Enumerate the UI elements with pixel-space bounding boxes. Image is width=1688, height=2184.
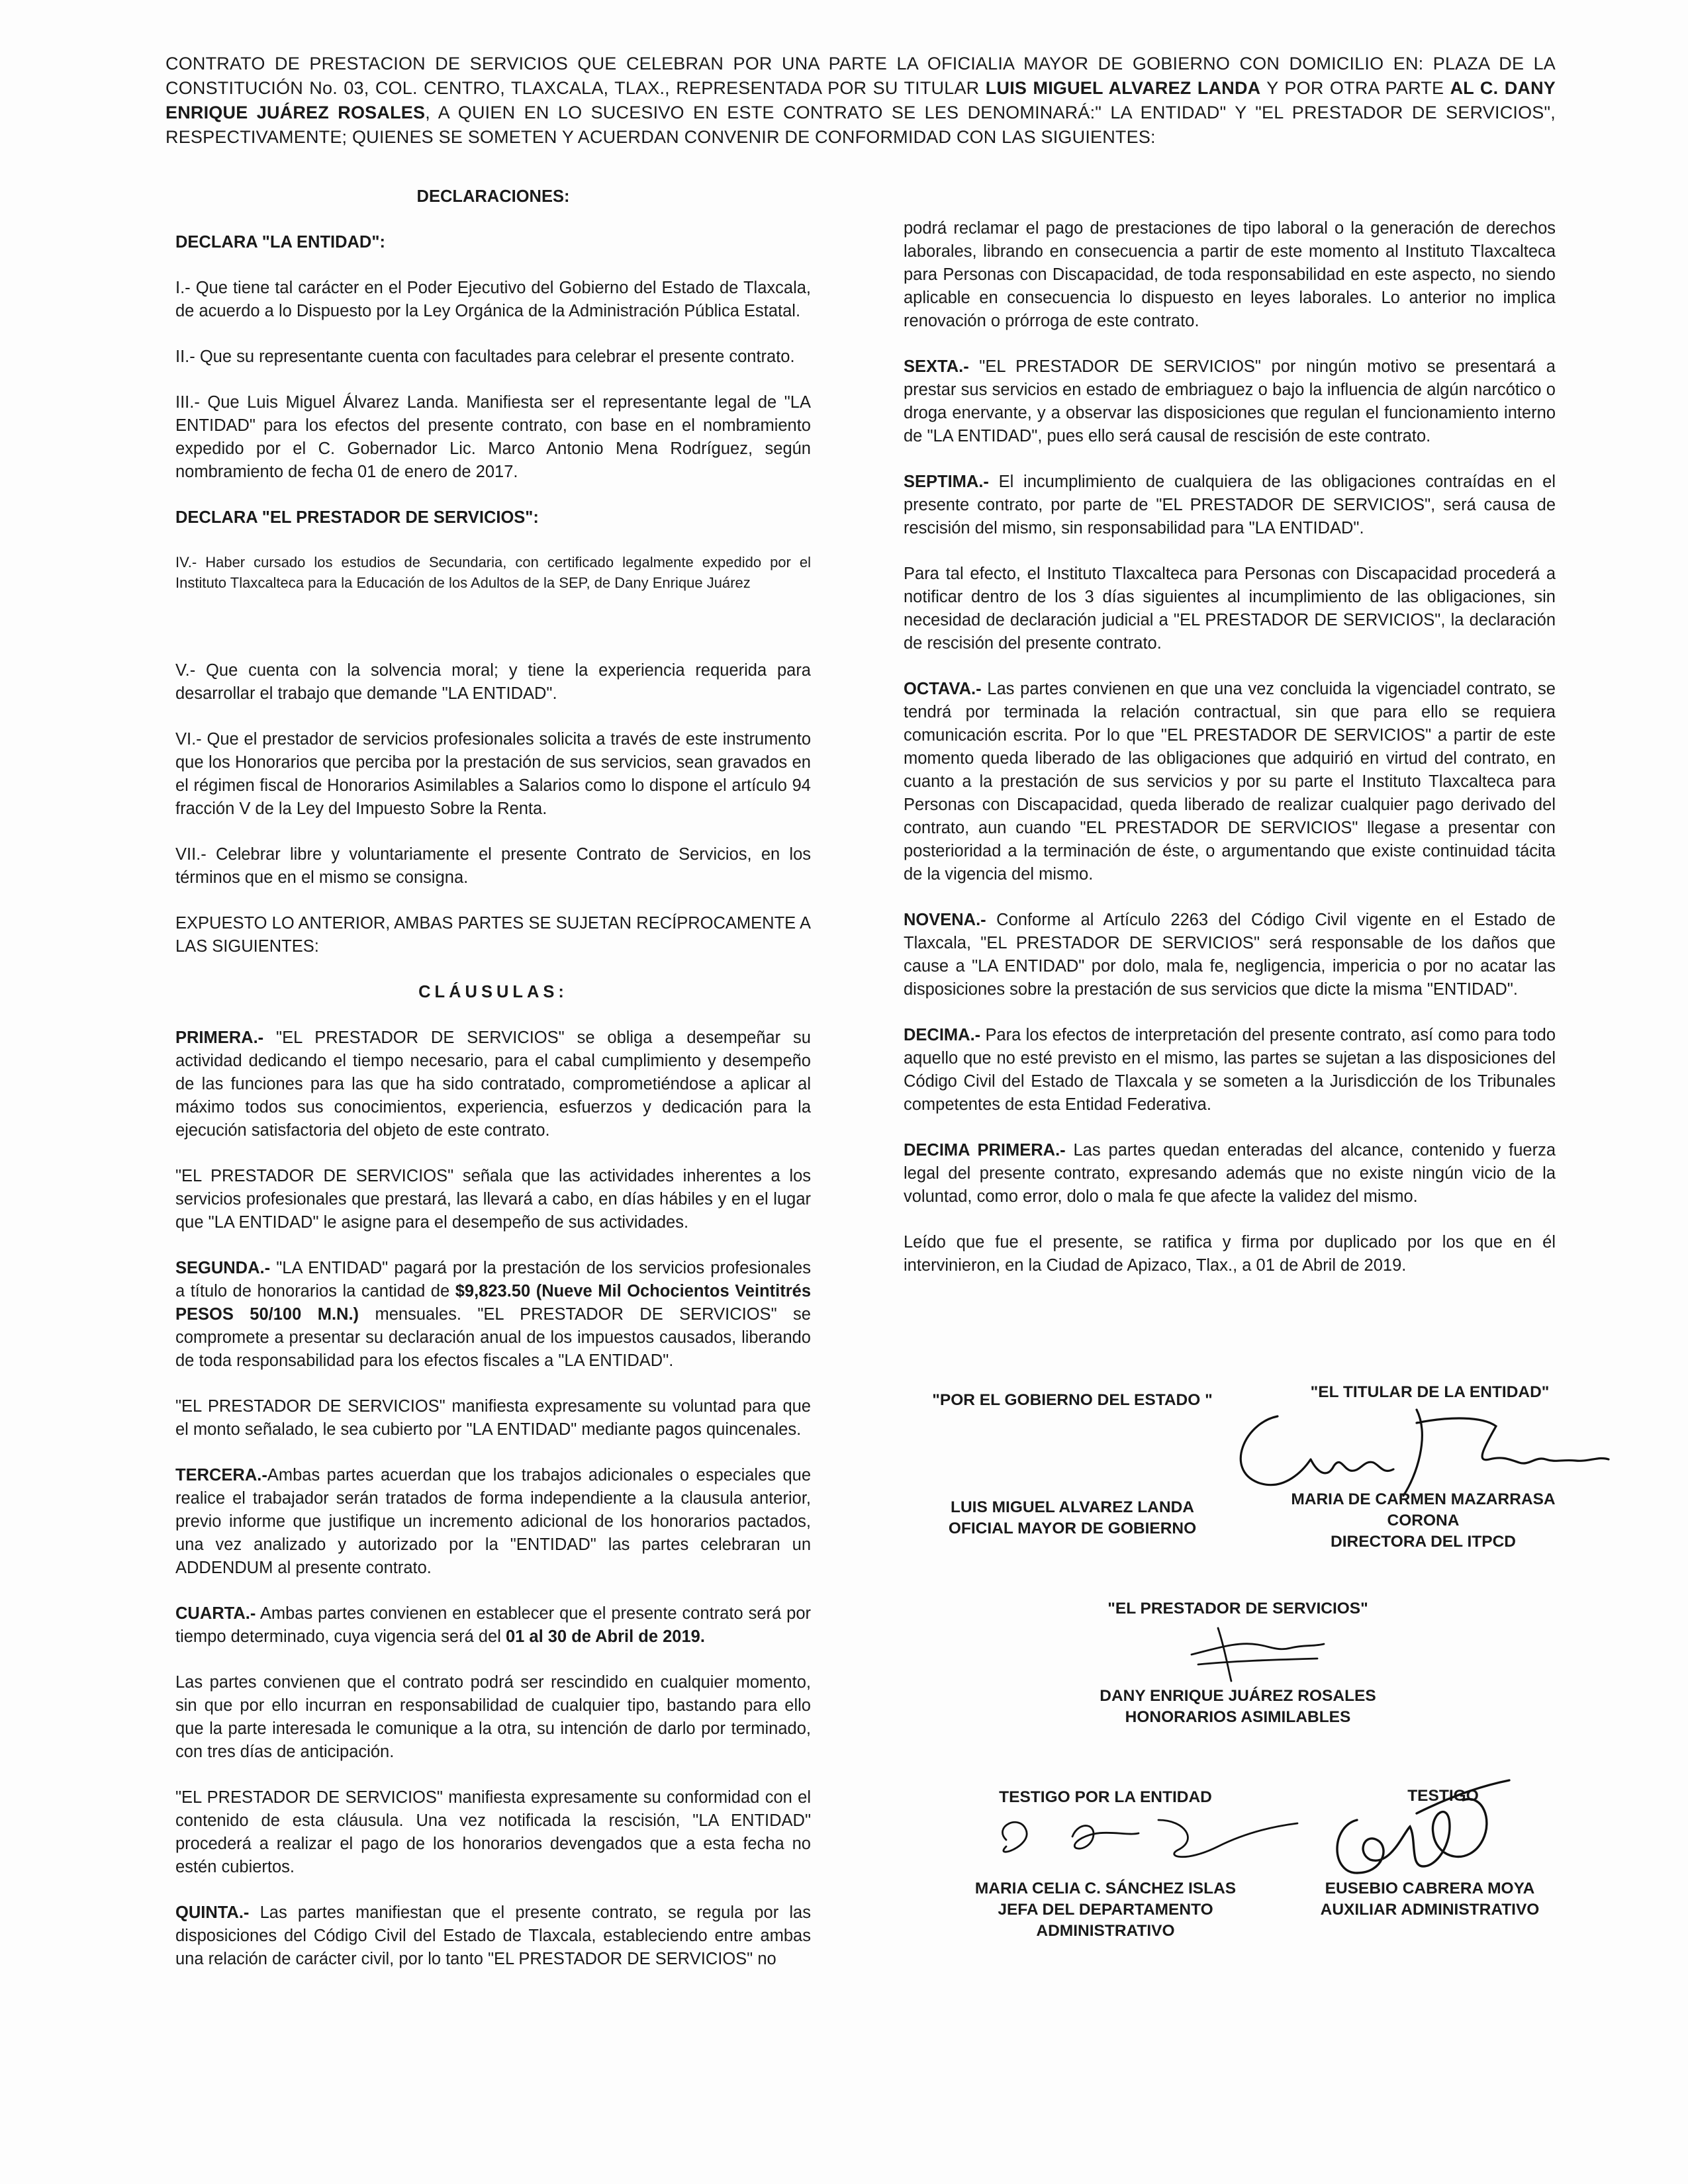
clause-primera: [175, 1026, 811, 1142]
signatory-name: MARIA CELIA C. SÁNCHEZ ISLAS: [974, 1880, 1237, 1897]
clause-label: CUARTA.-: [175, 1604, 256, 1623]
declaraciones-heading: DECLARACIONES:: [416, 187, 570, 206]
clause-label: PRIMERA.-: [175, 1028, 264, 1047]
clause-decima-primera: [904, 1139, 1556, 1208]
clause-segunda-2: "EL PRESTADOR DE SERVICIOS" manifiesta expresamente su voluntad para que el monto señalado, le sea cubierto por "LA ENTIDAD" mediante pagos quincenales.: [175, 1397, 811, 1439]
clause-primera-2: "EL PRESTADOR DE SERVICIOS" señala que las actividades inherentes a los servicios profesionales que prestará, las llevará a cabo, en días hábiles y en el lugar que "LA ENTIDAD" le asigne para el desempeño de sus actividades.: [175, 1167, 811, 1232]
clause-octava: [904, 678, 1556, 886]
term-dates: 01 al 30 de Abril de 2019.: [505, 1627, 705, 1646]
signatory-name: CORONA: [1387, 1512, 1460, 1529]
payment-amount: $9,823.50 (Nueve Mil Ochocientos Veintitrés PESOS 50/100 M.N.): [175, 1282, 811, 1324]
clause-quinta: [175, 1901, 811, 1971]
clause-septima: [904, 471, 1556, 540]
clause-text: Las partes manifiestan que el presente contrato, se regula por las disposiciones del Código Civil del Estado de Tlaxcala, estableciendo entre ambas una relación de carácter civil, por lo tanto "EL PRESTADOR DE SERVICIOS" no: [175, 1903, 811, 1968]
redacted-area: [175, 593, 811, 659]
clause-novena: [904, 909, 1556, 1001]
declaration-ii: II.- Que su representante cuenta con facultades para celebrar el presente contrato.: [175, 347, 795, 366]
intro-text: CONTRATO DE PRESTACION DE SERVICIOS QUE CELEBRAN POR UNA PARTE LA OFICIALIA MAYOR DE GOBIERNO CON DOMICILIO EN: PLAZA DE LA CONSTITUCIÓN No. 03, COL. CENTRO, TLAXCALA, TLAX., REPRESENTADA POR SU TITULAR: [165, 54, 1556, 98]
signatory-name: MARIA DE CARMEN MAZARRASA: [1291, 1490, 1556, 1508]
declaration-vii: VII.- Celebrar libre y voluntariamente el presente Contrato de Servicios, en los términos que en el mismo se consigna.: [175, 845, 811, 887]
clause-text: mensuales. "EL PRESTADOR DE SERVICIOS" se compromete a presentar su declaración anual de los impuestos causados, liberando de toda responsabilidad para los efectos fiscales a "LA ENTIDAD".: [175, 1305, 811, 1370]
clause-text: Las partes quedan enteradas del alcance, contenido y fuerza legal del presente contrato, expresando además que no existe ningún vicio de la voluntad, como error, dolo o mala fe que afecte la validez del mismo.: [904, 1141, 1556, 1206]
clause-label: QUINTA.-: [175, 1903, 250, 1922]
clause-text: Las partes convienen en que una vez concluida la vigenciadel contrato, se tendrá por terminada la relación contractual, sin que para ello se requiera comunicación escrita. Por lo que "EL PRESTADOR DE SERVICIOS" a partir de este momento queda liberado de las obligaciones que adquirió en virtud del contrato, en cuanto a la prestación de sus servicios y por su parte el Instituto Tlaxcalteca para Personas con Discapacidad, queda liberado de realizar cualquier pago derivado del contrato, aun cuando "EL PRESTADOR DE SERVICIOS" llegase a presentar con posterioridad a la terminación de éste, o argumentando que existe continuidad tácita de la vigencia del mismo.: [904, 680, 1556, 884]
expuesto-paragraph: EXPUESTO LO ANTERIOR, AMBAS PARTES SE SUJETAN RECÍPROCAMENTE A LAS SIGUIENTES:: [175, 914, 811, 956]
intro-provider-name: AL C. DANY ENRIQUE JUÁREZ ROSALES: [165, 78, 1556, 122]
testigo-header: TESTIGO: [1407, 1787, 1479, 1805]
clause-text: El incumplimiento de cualquiera de las obligaciones contraídas en el presente contrato, por parte de "EL PRESTADOR DE SERVICIOS", será causa de rescisión del mismo, sin responsabilidad para "LA ENTIDAD".: [904, 473, 1556, 537]
declaration-iv: IV.- Haber cursado los estudios de Secundaria, con certificado legalmente expedido por el Instituto Tlaxcalteca para la Educación de los Adultos de la SEP, de Dany Enrique Juárez: [175, 554, 811, 591]
signatory-title: ADMINISTRATIVO: [1036, 1922, 1175, 1940]
clause-text: "EL PRESTADOR DE SERVICIOS" se obliga a desempeñar su actividad dedicando el tiempo necesario, para el cabal cumplimiento y desempeño de las funciones para las que ha sido contratado, comprometiéndose a aplicar al máximo todos sus conocimientos, experiencia, esfuerzos y dedicación para la ejecución satisfactoria del objeto de este contrato.: [175, 1028, 811, 1140]
signatory-dany: [1046, 1686, 1430, 1728]
titular-header: "EL TITULAR DE LA ENTIDAD": [1310, 1383, 1550, 1401]
clause-label: OCTAVA.-: [904, 680, 982, 698]
signatory-title: HONORARIOS ASIMILABLES: [1125, 1708, 1351, 1726]
intro-text: Y POR OTRA PARTE: [1260, 78, 1450, 98]
clause-cuarta-2: Las partes convienen que el contrato podrá ser rescindido en cualquier momento, sin que por ello incurran en responsabilidad de cualquier tipo, bastando para ello que la parte interesada le comunique a la otra, su intención de darlo por terminado, con tres días de anticipación.: [175, 1673, 811, 1761]
clause-label: NOVENA.-: [904, 911, 986, 929]
gobierno-header: "POR EL GOBIERNO DEL ESTADO ": [932, 1391, 1213, 1409]
clause-septima-2: Para tal efecto, el Instituto Tlaxcalteca para Personas con Discapacidad procederá a notificar dentro de los 3 días siguientes al incumplimiento de las obligaciones, sin necesidad de declaración judicial a "EL PRESTADOR DE SERVICIOS", la declaración de rescisión del presente contrato.: [904, 565, 1556, 653]
declara-prestador-heading: DECLARA "EL PRESTADOR DE SERVICIOS":: [175, 508, 539, 527]
signatory-name: DANY ENRIQUE JUÁREZ ROSALES: [1100, 1687, 1376, 1705]
clause-text: "LA ENTIDAD" pagará por la prestación de los servicios profesionales a título de honorarios la cantidad de: [175, 1259, 811, 1300]
clause-decima: [904, 1024, 1556, 1116]
contract-intro: [165, 52, 1556, 150]
closing-paragraph: Leído que fue el presente, se ratifica y firma por duplicado por los que en él intervinieron, en la Ciudad de Apizaco, Tlax., a 01 de Abril de 2019.: [904, 1233, 1556, 1275]
clause-label: SEGUNDA.-: [175, 1259, 271, 1277]
clause-label: DECIMA.-: [904, 1026, 981, 1044]
clause-sexta: [904, 355, 1556, 448]
clause-text: "EL PRESTADOR DE SERVICIOS" por ningún motivo se presentará a prestar sus servicios en estado de embriaguez o bajo la influencia de algún narcótico o droga enervante, y a observar las disposiciones que regulan el funcionamiento interno de "LA ENTIDAD", pues ello será causal de rescisión de este contrato.: [904, 357, 1556, 445]
signatory-title: OFICIAL MAYOR DE GOBIERNO: [948, 1520, 1197, 1537]
signatory-maria: [1251, 1489, 1595, 1553]
signatory-eusebio: [1297, 1878, 1562, 1921]
clause-text: Para los efectos de interpretación del presente contrato, así como para todo aquello que no esté previsto en el mismo, las partes se sujetan a las disposiciones del Código Civil del Estado de Tlaxcala y se someten a la Jurisdicción de los Tribunales competentes de esta Entidad Federativa.: [904, 1026, 1556, 1114]
clause-label: SEXTA.-: [904, 357, 969, 376]
clause-quinta-continued: podrá reclamar el pago de prestaciones de tipo laboral o la generación de derechos laborales, librando en consecuencia a partir de este momento al Instituto Tlaxcalteca para Personas con Discapacidad, de toda responsabilidad en este aspecto, no siendo aplicable en consecuencia lo dispuesto en leyes laborales. Lo anterior no implica renovación o prórroga de este contrato.: [904, 219, 1556, 330]
clause-label: TERCERA.-: [175, 1466, 267, 1484]
signatory-name: LUIS MIGUEL ALVAREZ LANDA: [951, 1498, 1194, 1516]
signature-dany: [1178, 1615, 1337, 1688]
clause-tercera: [175, 1464, 811, 1580]
signatory-luis: [907, 1497, 1238, 1539]
declaration-iii: III.- Que Luis Miguel Álvarez Landa. Manifiesta ser el representante legal de "LA ENTIDAD" para los efectos del presente contrato, con base en el nombramiento expedido por el C. Gobernador Lic. Marco Antonio Mena Rodríguez, según nombramiento de fecha 01 de enero de 2017.: [175, 393, 811, 481]
signatory-celia: [920, 1878, 1291, 1942]
signatory-title: DIRECTORA DEL ITPCD: [1331, 1533, 1516, 1551]
declaration-v: V.- Que cuenta con la solvencia moral; y tiene la experiencia requerida para desarrollar el trabajo que demande "LA ENTIDAD".: [175, 661, 811, 703]
signatory-title: JEFA DEL DEPARTAMENTO: [998, 1901, 1213, 1919]
clause-label: DECIMA PRIMERA.-: [904, 1141, 1066, 1160]
left-column: [175, 185, 811, 1993]
clause-segunda: [175, 1257, 811, 1373]
right-column: [904, 217, 1556, 1300]
intro-representative-name: LUIS MIGUEL ALVAREZ LANDA: [985, 78, 1261, 98]
prestador-header: "EL PRESTADOR DE SERVICIOS": [1107, 1600, 1368, 1617]
signatory-name: EUSEBIO CABRERA MOYA: [1325, 1880, 1535, 1897]
clause-cuarta: [175, 1602, 811, 1649]
clause-text: Ambas partes convienen en establecer que el presente contrato será por tiempo determinado, cuya vigencia será del: [175, 1604, 811, 1646]
declara-entidad-heading: DECLARA "LA ENTIDAD":: [175, 233, 385, 251]
clausulas-heading: CLÁUSULAS:: [418, 983, 568, 1001]
testigo-entidad-header: TESTIGO POR LA ENTIDAD: [999, 1788, 1212, 1806]
clause-text: Ambas partes acuerdan que los trabajos adicionales o especiales que realice el trabajador serán tratados de forma independiente a la clausula anterior, previo informe que justifique un incremento adicional de los honorarios pactados, una vez analizado y autorizado por la "ENTIDAD" las partes celebraran un ADDENDUM al presente contrato.: [175, 1466, 811, 1577]
signature-celia: [966, 1800, 1311, 1873]
clause-label: SEPTIMA.-: [904, 473, 989, 491]
clause-cuarta-3: "EL PRESTADOR DE SERVICIOS" manifiesta expresamente su conformidad con el contenido de esta cláusula. Una vez notificada la rescisión, "LA ENTIDAD" procederá a realizar el pago de los honorarios devengados que a esta fecha no estén cubiertos.: [175, 1788, 811, 1876]
declaration-vi: VI.- Que el prestador de servicios profesionales solicita a través de este instrumento que los Honorarios que perciba por la prestación de sus servicios, sean gravados en el régimen fiscal de Honorarios Asimilables a Salarios como lo dispone el artículo 94 fracción V de la Ley del Impuesto Sobre la Renta.: [175, 730, 811, 818]
declaration-i: I.- Que tiene tal carácter en el Poder Ejecutivo del Gobierno del Estado de Tlaxcala, de acuerdo a lo Dispuesto por la Ley Orgánica de la Administración Pública Estatal.: [175, 279, 811, 320]
signatory-title: AUXILIAR ADMINISTRATIVO: [1320, 1901, 1540, 1919]
intro-text: , A QUIEN EN LO SUCESIVO EN ESTE CONTRATO SE LES DENOMINARÁ:" LA ENTIDAD" Y "EL PRESTADOR DE SERVICIOS", RESPECTIVAMENTE; QUIENES SE SOMETEN Y ACUERDAN CONVENIR DE CONFORMIDAD CON LAS SIGUIENTES:: [165, 103, 1556, 147]
clause-text: Conforme al Artículo 2263 del Código Civil vigente en el Estado de Tlaxcala, "EL PRESTADOR DE SERVICIOS" será responsable de los daños que cause a "LA ENTIDAD" por dolo, mala fe, negligencia, impericia o por no acatar las disposiciones sobre la prestación de sus servicios que dicte la misma "ENTIDAD".: [904, 911, 1556, 999]
